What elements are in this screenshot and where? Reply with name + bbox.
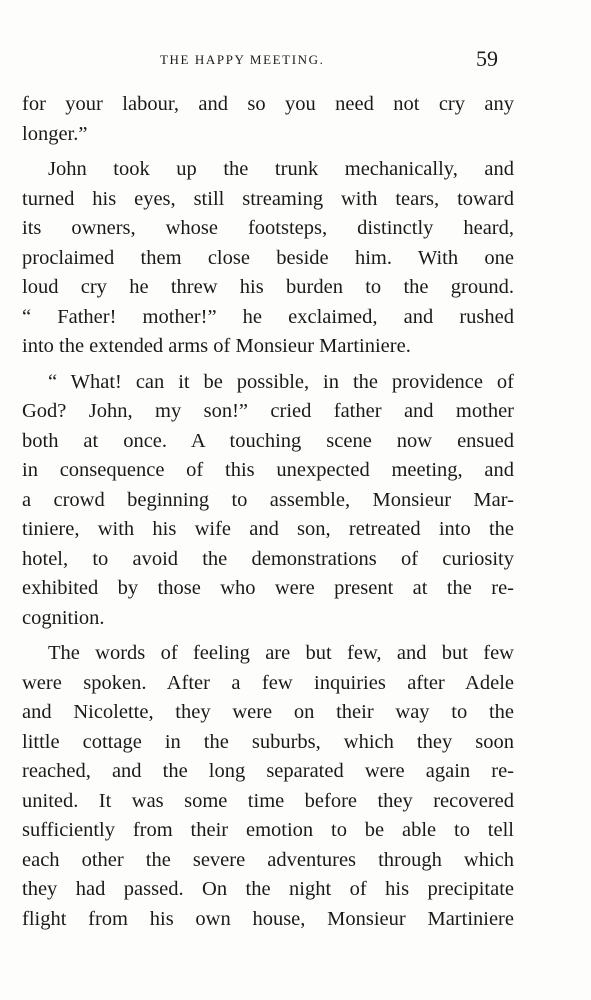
text-line: little cottage in the suburbs, which they soon [22, 730, 514, 753]
text-line: exhibited by those who were present at the re- [22, 577, 514, 599]
text-line: loud cry he threw his burden to the ground. [22, 276, 514, 298]
text-line: and Nicolette, they were on their way to the [22, 701, 514, 723]
text-line: proclaimed them close beside him. With one [22, 246, 514, 269]
text-line: turned his eyes, still streaming with tears, toward [22, 187, 514, 210]
paragraph [22, 368, 514, 634]
text-line: were spoken. After a few inquiries after Adele [22, 671, 514, 694]
text-line: they had passed. On the night of his precipitate [22, 878, 514, 900]
text-line: “ What! can it be possible, in the providence of [48, 370, 514, 393]
text-line: its owners, whose footsteps, distinctly heard, [22, 217, 514, 239]
text-line: each other the severe adventures through which [22, 848, 514, 871]
text-line: sufficiently from their emotion to be able to tell [22, 819, 514, 841]
paragraph [22, 639, 514, 934]
page-number: 59 [476, 46, 498, 71]
running-title: THE HAPPY MEETING. [160, 52, 325, 67]
text-line: longer.” [22, 122, 88, 145]
text-line: flight from his own house, Monsieur Martiniere [22, 907, 514, 930]
text-line: into the extended arms of Monsieur Martiniere. [22, 335, 411, 357]
text-line: John took up the trunk mechanically, and [48, 158, 514, 180]
text-line: both at once. A touching scene now ensued [22, 429, 514, 452]
text-line: a crowd beginning to assemble, Monsieur Mar- [22, 488, 514, 511]
body-text [22, 90, 514, 934]
text-line: tiniere, with his wife and son, retreated into the [22, 518, 514, 540]
text-line: united. It was some time before they recovered [22, 789, 514, 812]
text-line: reached, and the long separated were again re- [22, 760, 514, 782]
text-line: in consequence of this unexpected meeting, and [22, 459, 514, 481]
paragraph [22, 155, 514, 362]
text-line: hotel, to avoid the demonstrations of curiosity [22, 547, 514, 570]
text-line: God? John, my son!” cried father and mother [22, 400, 514, 422]
text-line: The words of feeling are but few, and but few [48, 642, 514, 664]
text-line: “ Father! mother!” he exclaimed, and rushed [22, 305, 514, 328]
text-line: cognition. [22, 606, 105, 629]
text-line: for your labour, and so you need not cry any [22, 93, 514, 115]
paragraph [22, 90, 514, 149]
running-head [0, 46, 591, 74]
